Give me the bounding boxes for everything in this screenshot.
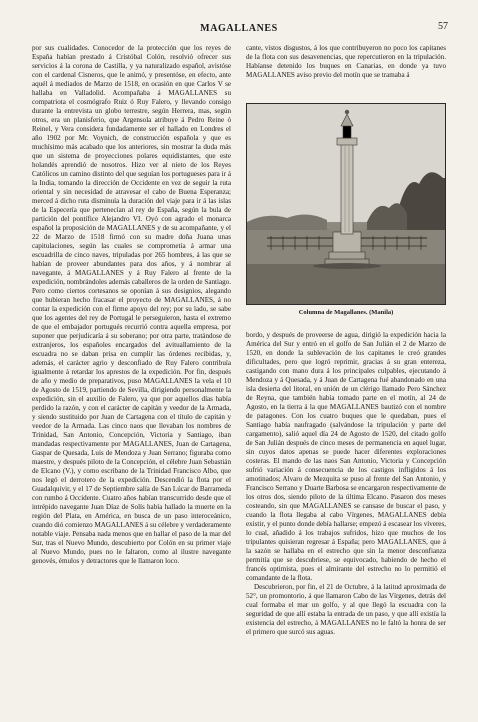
- paragraph: por sus cualidades. Conocedor de la protección que los reyes de España habían prestado á Cristóbal Colón, resolvió ofrecer sus servicios á la corona de Castilla, y ya naturalizado español, avistóse con el cardenal Cisneros, que le animó, y presentóse, en efecto, ante aquél á mediados de Marzo de 1518, en ocasión en que Carlos V se hallaba en Valladolid. Acompañaba á MAGALLANES su compatriota el cosmógrafo Ruiz ó Ruy Falero, y llevando consigo durante la entrevista un globo terrestre, según Herrera, mas, según otros, era un planisferio, que Argensola atribuye á Pedro Reine ó Reinel, y Vera considera fundadamente ser el hallado en Londres el año 1902 por Mr. Voynich, de construcción española y que es muchísimo más acabado que los anteriores, sin mostrar la duda más que un sistema de proyecciones polares equidistantes, que este holandés aprendió de nosotros. Hizo ver al nieto de los Reyes Católicos un camino distinto del que seguían los portugueses para ir á la India, tomando la dirección de Occidente en vez de seguir la ruta oriental y sin necesidad de atravesar el cabo de Buena Esperanza; merced á dicho ruta disminuía la duración del viaje para ir á las islas de la Especería que pertenecían al rey de España, según la bula de partición del pontífice Alejandro VI. Oyó con agrado el monarca español la proposición de MAGALLANES y de su acompañante, y el 22 de Marzo de 1518 firmó con su madre doña Juana unas capitulaciones, según las cuales se comprometía á armar una escuadrilla de cinco naves, tripuladas por 265 hombres, á las que se habían de proveer abundantes para dos años, y á nombrar al navegante, á MAGALLANES y á Ruy Falero al frente de la expedición, nombrándoles además caballeros de la orden de Santiago. Pero como ciertos cortesanos se oponían á sus designios, alegando que hubieran hecho fracasar el proyecto de MAGALLANES, á no contar la expedición con el firme apoyo del rey; por su lado, se sabe que los agentes del rey de Portugal le perseguieron, hasta el extremo de que el embajador portugués recurrió contra aquella empresa, por suponer que perjudicaría á su soberano; por otra parte, tratándose de extranjeros, los españoles encargados del avituallamiento de la escuadra no se daban prisa en cumplir las órdenes recibidas, y, además, el carácter agrio y desconfiado de Ruy Falero contribuía igualmente á retardar los aprestos de la expedición. Por fin, después de año y medio de preparativos, puso MAGALLANES la vela el 10 de Agosto de 1519, partiendo de Sevilla, dirigiendo personalmente la expedición, sin el auxilio de Falero, ya que por aquellos días había perdido la razón, y con el carácter de capitán y veedor de la Armada, y siendo sustituido por Juan de Cartagena con el título de capitán y veedor de la Armada. Las cinco naos que llevaban los nombres de Trinidad, San Antonio, Concepción, Victoria y Santiago, iban mandadas respectivamente por MAGALLANES, Juan de Cartagena, Gaspar de Quesada, Luis de Mendoza y Juan Serrano; figuraba como maestre, y después piloto de la Concepción, el célebre Juan Sebastián de Elcano (V.), y como escribano de la Trinidad Francisco Albo, que nos legó el derrotero de la expedición. Descendió la flota por el Guadalquivir, y el 17 de Septiembre salía de San Lúcar de Barrameda con rumbo á Occidente. Cuatro años habían transcurrido desde que el intrépido navegante Juan Díaz de Solís había hallado la muerte en la región del Plata, en América, en busca de un paso interoceánico, cuando dió comienzo MAGALLANES á su célebre y verdaderamente notable viaje. Pensaba nada menos que en hallar el paso de la mar del Sur, tras el Nuevo Mundo, descubierto por Colón en su primer viaje al Nuevo Mundo, pues no le faltaron, como al ilustre navegante genovés, émulos y detractores que le llamaron loco.: [32, 44, 231, 565]
- page-header: [30, 20, 448, 36]
- right-column-top: [246, 44, 446, 98]
- left-column: [32, 44, 231, 712]
- paragraph: cante, vistos disgustos, á los que contribuyeron no poco los capitanes de la flota con sus desavenencias, que repercutieron en la tripulación. Habíanse detenido los buques en Canarias, en donde ya tuvo MAGALLANES aviso previo del motín que se tramaba á: [246, 44, 446, 79]
- paragraph: bordo, y después de proveerse de agua, dirigió la expedición hacia la América del Sur y entró en el golfo de San Julián el 2 de Marzo de 1520, en donde la sublevación de los capitanes le creó grandes dificultades, pero que logró reprimir, gracias á su gran entereza, castigando con mano dura á los principales culpables, ejecutando á Mendoza y á Quesada, y á Juan de Cartagena fué abandonado en una isla desierta del litoral, en unión de un clérigo llamado Pero Sánchez de Reyna, que también había tomado parte en el motín, al 24 de Agosto, en la tierra á la que MAGALLANES bautizó con el nombre de patagones. Con los cuatro buques que le quedaban, pues el Santiago había naufragado (salvándose la tripulación y parte del cargamento), salió aquel día 24 de Agosto de 1520, del citado golfo de San Julián después de cinco meses de permanencia en aquel lugar, sin cuyos datos apenas se puede hacer diferentes exploraciones costeras. El mando de las naos San Antonio, Victoria y Concepción sufrió variación á consecuencia de los castigos infligidos á los amotinados; Alvaro de Mezquita se puso al frente del San Antonio, y Francisco Serrano y Duarte Barbosa se encargaron respectivamente de los otros dos, siendo piloto de la última Elcano. Pasaron dos meses costeando, sin que MAGALLANES se cansase de buscar el paso, y cuando la flota llegaba al cabo Vírgenes, MAGALLANES debía existir, y el punto donde debía hallarse; empezó á escasear los víveres, lo cual, añadido á los trabajos sufridos, hizo que muchos de los tripulantes quisieran regresar á España; pero MAGALLANES, que á la sazón se hallaba en el estrecho que sin la menor desconfianza permitía que se descubriese, se equivocado, habiendo de hecho el francés optimista, pues el almirante del estrecho no lo permitió el comandante de la flota.: [246, 331, 446, 582]
- paragraph: Descubrieron, por fin, el 21 de Octubre, á la latitud aproximada de 52°, un promontorio, á que llamaron Cabo de las Vírgenes, detrás del cual formaba el mar un golfo, y al que llegó la escuadra con la seguridad de que allí estaba la entrada de un paso, y que allí existía la existencia del estrecho, á MAGALLANES no le faltó la honra de ser el primero que surcó sus aguas.: [246, 583, 446, 636]
- page-number: 57: [438, 21, 448, 32]
- column-illustration: [247, 104, 445, 304]
- figure-caption: Columna de Magallanes. (Manila): [298, 309, 394, 316]
- right-column-bottom: [246, 331, 446, 712]
- photograph-column-of-magellan: [246, 103, 446, 305]
- running-title: MAGALLANES: [200, 22, 278, 34]
- figure: [246, 103, 446, 323]
